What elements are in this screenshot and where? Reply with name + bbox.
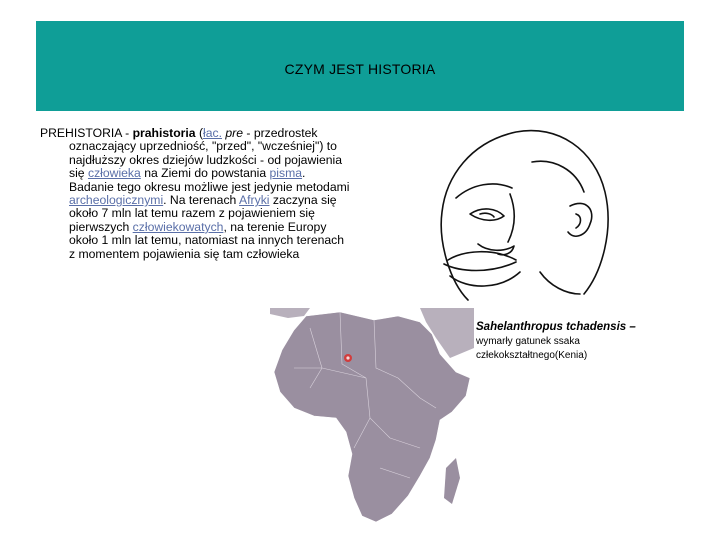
text-fragment: - przedrostek oznaczający uprzedniość, "przed", "wcześniej") to najdłuższy okres dziejów ludzkości - od pojawienia się xyxy=(69,126,342,181)
jaw-line xyxy=(540,272,580,294)
link-archeologicznymi[interactable]: archeologicznymi xyxy=(69,193,164,208)
link-lac[interactable]: łac. xyxy=(203,126,222,140)
text-fragment: , na terenie Europy około 1 mln lat temu, natomiast na innych terenach z momentem pojawienia się tam człowieka xyxy=(69,219,345,261)
text-fragment: zaczyna się około 7 mln lat temu razem z pojawieniem się pierwszych xyxy=(69,193,337,234)
brow-ridge xyxy=(456,184,512,198)
eye-lid xyxy=(480,213,494,217)
link-afryki[interactable]: Afryki xyxy=(239,193,270,208)
hominid-face-illustration xyxy=(420,122,620,310)
head-outline xyxy=(441,131,608,300)
lead-text: PREHISTORIA - xyxy=(40,126,133,140)
text-fragment: . Na terenach xyxy=(163,193,240,208)
nose-bridge xyxy=(508,194,514,242)
ear-inner xyxy=(576,214,581,228)
link-czlowieka[interactable]: człowieka xyxy=(87,166,141,181)
europe-edge xyxy=(270,308,310,318)
link-czlowiekowatych[interactable]: człowiekowatych xyxy=(132,219,224,234)
eye-shape xyxy=(470,209,504,220)
slide-title: CZYM JEST HISTORIA xyxy=(284,61,436,77)
title-bar xyxy=(36,21,684,111)
link-pisma[interactable]: pisma xyxy=(269,166,303,181)
text-fragment: na Ziemi do powstania xyxy=(140,166,270,181)
chin xyxy=(450,272,520,286)
africa-map xyxy=(270,308,474,540)
upper-lip xyxy=(448,252,516,260)
text-fragment: . Badanie tego okresu możliwe jest jedynie metodami xyxy=(69,166,350,194)
location-marker xyxy=(344,354,352,362)
term-prahistoria: prahistoria xyxy=(132,126,196,140)
madagascar xyxy=(444,458,460,504)
body-paragraph xyxy=(40,127,350,261)
text-fragment: ( xyxy=(195,126,204,140)
term-pre: pre xyxy=(225,126,243,140)
image-caption xyxy=(476,320,676,363)
mouth-line xyxy=(444,262,516,271)
species-description: wymarły gatunek ssaka człekokształtnego(Kenia) xyxy=(476,336,588,361)
skull-ridge xyxy=(532,161,584,192)
species-name: Sahelanthropus tchadensis – xyxy=(476,321,636,333)
